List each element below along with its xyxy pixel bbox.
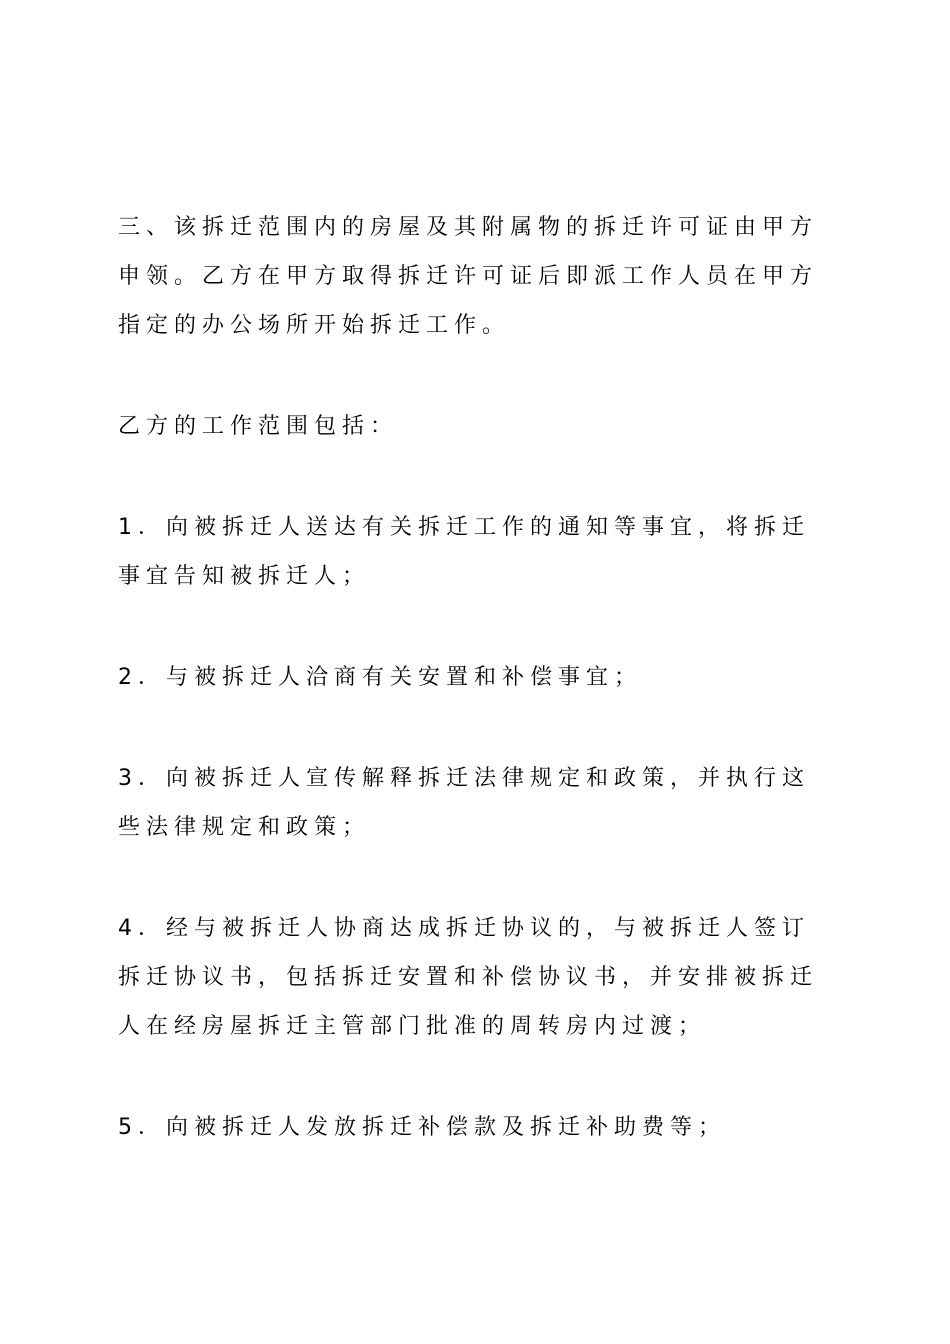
paragraph-item-4: 4．经与被拆迁人协商达成拆迁协议的，与被拆迁人签订拆迁协议书，包括拆迁安置和补偿协议书，并安排被拆迁人在经房屋拆迁主管部门批准的周转房内过渡； <box>118 916 819 1039</box>
paragraph-clause-three: 三、该拆迁范围内的房屋及其附属物的拆迁许可证由甲方申领。乙方在甲方取得拆迁许可证后即派工作人员在甲方指定的办公场所开始拆迁工作。 <box>118 215 819 338</box>
document-body <box>118 203 834 1152</box>
paragraph-item-3: 3．向被拆迁人宣传解释拆迁法律规定和政策，并执行这些法律规定和政策； <box>118 766 810 840</box>
paragraph-item-5: 5．向被拆迁人发放拆迁补偿款及拆迁补助费等； <box>118 1115 726 1140</box>
paragraph-item-2: 2．与被拆迁人洽商有关安置和补偿事宜； <box>118 665 642 690</box>
paragraph-item-1: 1．向被拆迁人送达有关拆迁工作的通知等事宜，将拆迁事宜告知被拆迁人； <box>118 515 810 589</box>
paragraph-scope-heading: 乙方的工作范围包括： <box>118 414 399 439</box>
